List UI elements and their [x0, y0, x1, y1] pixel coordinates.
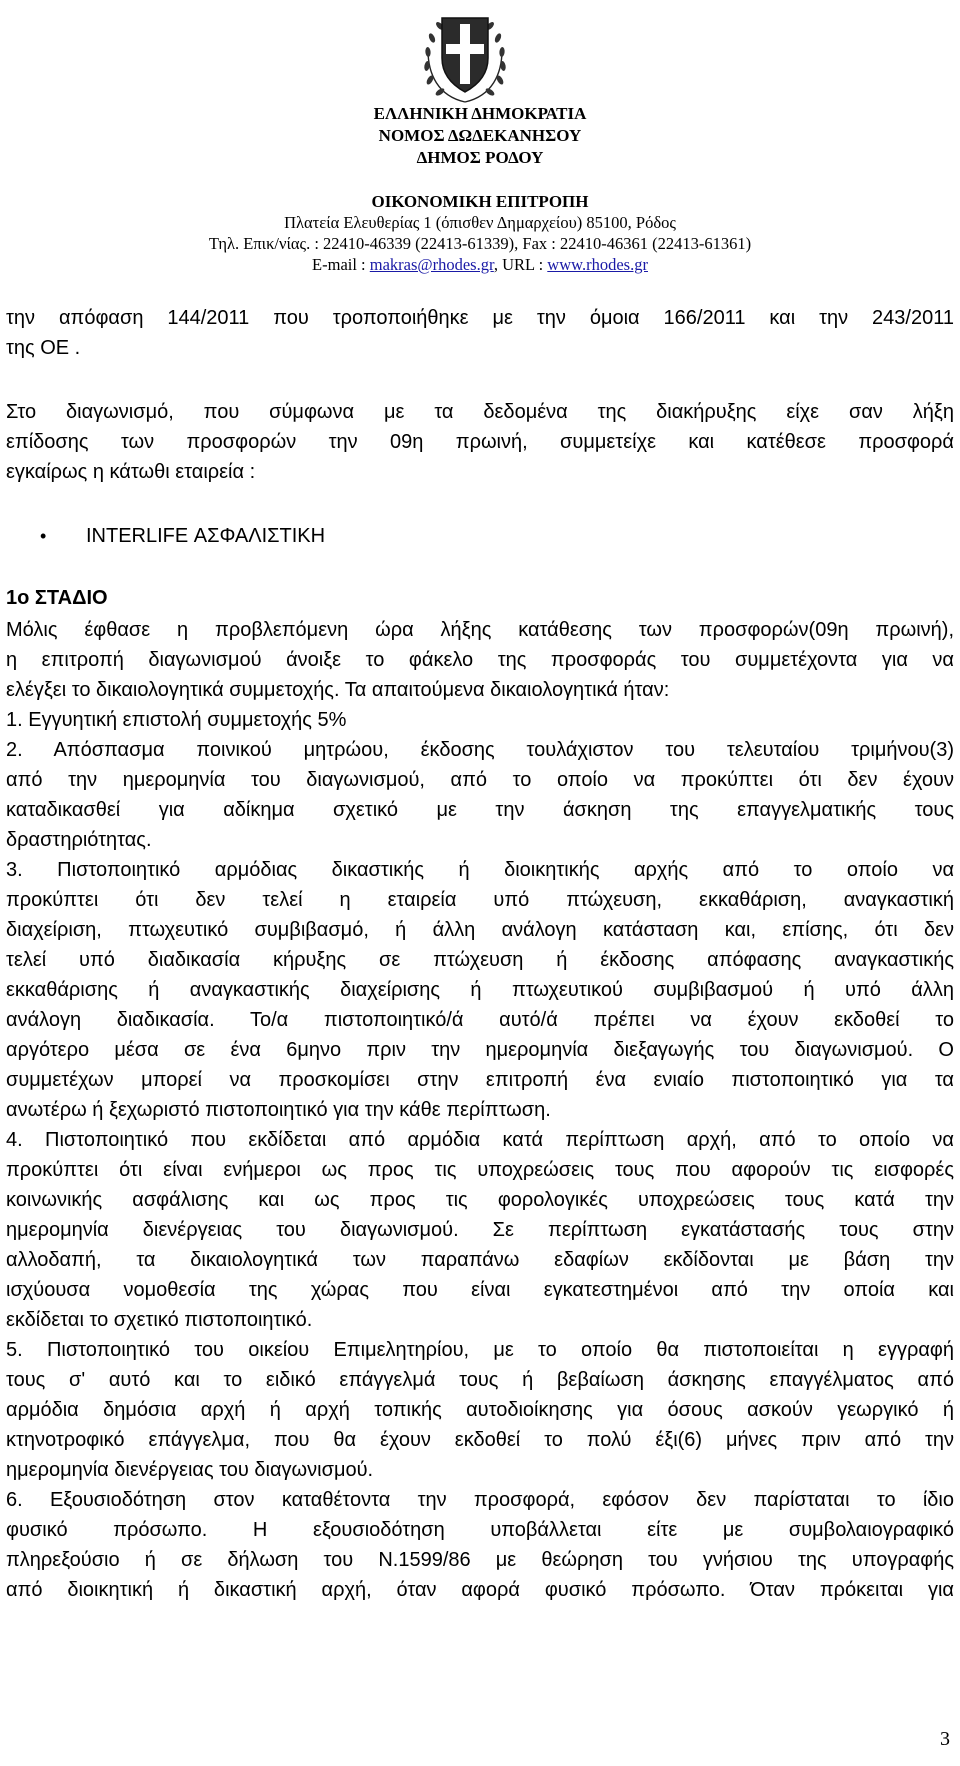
text-line: 6. Εξουσιοδότηση στον καταθέτοντα την προσφορά, εφόσον δεν παρίσταται το ίδιο — [6, 1489, 954, 1511]
stage-heading: 1ο ΣΤΑΔΙΟ — [6, 587, 108, 609]
header-line-municipality: ΔΗΜΟΣ ΡΟΔΟΥ — [416, 148, 544, 167]
greek-coat-of-arms-emblem — [414, 4, 516, 106]
text-line: 3. Πιστοποιητικό αρμόδιας δικαστικής ή διοικητικής αρχής από το οποίο να — [6, 859, 954, 881]
text-line: αλλοδαπή, τα δικαιολογητικά των παραπάνω εδαφίων εκδίδονται με βάση την — [6, 1249, 954, 1271]
text-line: κτηνοτροφικό επάγγελμα, που θα έχουν εκδοθεί το πολύ έξι(6) μήνες πριν από την — [6, 1429, 954, 1451]
company-name: INTERLIFE ΑΣΦΑΛΙΣΤΙΚΗ — [86, 525, 326, 547]
text-line: Στο διαγωνισμό, που σύμφωνα με τα δεδομένα της διακήρυξης είχε σαν λήξη — [6, 401, 954, 423]
text-line: προκύπτει ότι δεν τελεί η εταιρεία υπό πτώχευση, εκκαθάριση, αναγκαστική — [6, 889, 954, 911]
text-line: καταδικασθεί για αδίκημα σχετικό με την άσκηση της επαγγελματικής τους — [6, 799, 954, 821]
text-line: 1. Εγγυητική επιστολή συμμετοχής 5% — [6, 709, 347, 731]
text-line: συμμετέχων μπορεί να προσκομίσει στην επιτροπή ένα ενιαίο πιστοποιητικό για τα — [6, 1069, 954, 1091]
page-number: 3 — [940, 1728, 950, 1750]
text-line: 4. Πιστοποιητικό που εκδίδεται από αρμόδια κατά περίπτωση αρχή, από το οποίο να — [6, 1129, 954, 1151]
header-line-republic: ΕΛΛΗΝΙΚΗ ΔΗΜΟΚΡΑΤΙΑ — [373, 104, 587, 123]
text-line: ισχύουσα νομοθεσία της χώρας που είναι εγκατεστημένοι από την οποία και — [6, 1279, 954, 1301]
text-line: η επιτροπή διαγωνισμού άνοιξε το φάκελο της προσφοράς του συμμετέχοντα για να — [6, 649, 954, 671]
text-line: 5. Πιστοποιητικό του οικείου Επιμελητηρίου, με το οποίο θα πιστοποιείται η εγγραφή — [6, 1339, 954, 1361]
text-line: διαχείριση, πτωχευτικό συμβιβασμό, ή άλλη ανάλογη κατάσταση και, επίσης, ότι δεν — [6, 919, 954, 941]
text-line: προκύπτει ότι είναι ενήμεροι ως προς τις υποχρεώσεις τους που αφορούν τις εισφορές — [6, 1159, 954, 1181]
text-line: ημερομηνία διενέργειας του διαγωνισμού. Σε περίπτωση εγκατάστασής τους στην — [6, 1219, 954, 1241]
text-line: εκδίδεται το σχετικό πιστοποιητικό. — [6, 1309, 313, 1331]
header-contacts — [0, 255, 960, 275]
text-line: ανωτέρω ή ξεχωριστό πιστοποιητικό για την κάθε περίπτωση. — [6, 1099, 551, 1121]
email-label: E-mail : — [312, 255, 370, 274]
bullet-icon: • — [40, 526, 47, 546]
url-label: , URL : — [493, 255, 548, 274]
text-line: πληρεξούσιο ή σε δήλωση του Ν.1599/86 με θεώρηση του γνήσιου της υπογραφής — [6, 1549, 954, 1571]
text-line: κοινωνικής ασφάλισης και ως προς τις φορολογικές υποχρεώσεις τους κατά την — [6, 1189, 954, 1211]
url-link[interactable]: www.rhodes.gr — [547, 255, 648, 274]
header-line-prefecture: ΝΟΜΟΣ ΔΩΔΕΚΑΝΗΣΟΥ — [378, 126, 582, 145]
text-line: από την ημερομηνία του διαγωνισμού, από το οποίο να προκύπτει ότι δεν έχουν — [6, 769, 954, 791]
text-line: φυσικό πρόσωπο. Η εξουσιοδότηση υποβάλλεται είτε με συμβολαιογραφικό — [6, 1519, 954, 1541]
text-line: ανάλογη διαδικασία. Το/α πιστοποιητικό/ά αυτό/ά πρέπει να έχουν εκδοθεί το — [6, 1009, 954, 1031]
text-line: επίδοσης των προσφορών την 09η πρωινή, συμμετείχε και κατέθεσε προσφορά — [6, 431, 954, 453]
text-line: τελεί υπό διαδικασία κήρυξης σε πτώχευση ή έκδοσης απόφασης αναγκαστικής — [6, 949, 954, 971]
text-line: δραστηριότητας. — [6, 829, 152, 851]
text-line: Μόλις έφθασε η προβλεπόμενη ώρα λήξης κατάθεσης των προσφορών(09η πρωινή), — [6, 619, 954, 641]
text-line: ελέγξει το δικαιολογητικά συμμετοχής. Τα απαιτούμενα δικαιολογητικά ήταν: — [6, 679, 670, 701]
email-link[interactable]: makras@rhodes.gr — [369, 255, 494, 274]
text-line: την απόφαση 144/2011 που τροποποιήθηκε με την όμοια 166/2011 και την 243/2011 — [6, 307, 954, 329]
text-line: εγκαίρως η κάτωθι εταιρεία : — [6, 461, 256, 483]
text-line: εκκαθάρισης ή αναγκαστικής διαχείρισης ή πτωχευτικού συμβιβασμού ή υπό άλλη — [6, 979, 954, 1001]
text-line: ημερομηνία διενέργειας του διαγωνισμού. — [6, 1459, 374, 1481]
text-line: από διοικητική ή δικαστική αρχή, όταν αφορά φυσικό πρόσωπο. Όταν πρόκειται για — [6, 1579, 954, 1601]
header-phone: Τηλ. Επικ/νίας. : 22410-46339 (22413-61339), Fax : 22410-46361 (22413-61361) — [208, 234, 752, 253]
text-line: αρμόδια δημόσια αρχή ή αρχή τοπικής αυτοδιοίκησης για όσους ασκούν γεωργικό ή — [6, 1399, 954, 1421]
header-address: Πλατεία Ελευθερίας 1 (όπισθεν Δημαρχείου) 85100, Ρόδος — [284, 213, 676, 232]
text-line: τους σ' αυτό και το ειδικό επάγγελμά τους ή βεβαίωση άσκησης επαγγέλματος από — [6, 1369, 954, 1391]
text-line: της ΟΕ . — [6, 337, 81, 359]
text-line: αργότερο μέσα σε ένα 6μηνο πριν την ημερομηνία διεξαγωγής του διαγωνισμού. Ο — [6, 1039, 954, 1061]
text-line: 2. Απόσπασμα ποινικού μητρώου, έκδοσης τουλάχιστον του τελευταίου τριμήνου(3) — [6, 739, 954, 761]
header-committee: ΟΙΚΟΝΟΜΙΚΗ ΕΠΙΤΡΟΠΗ — [371, 192, 589, 211]
